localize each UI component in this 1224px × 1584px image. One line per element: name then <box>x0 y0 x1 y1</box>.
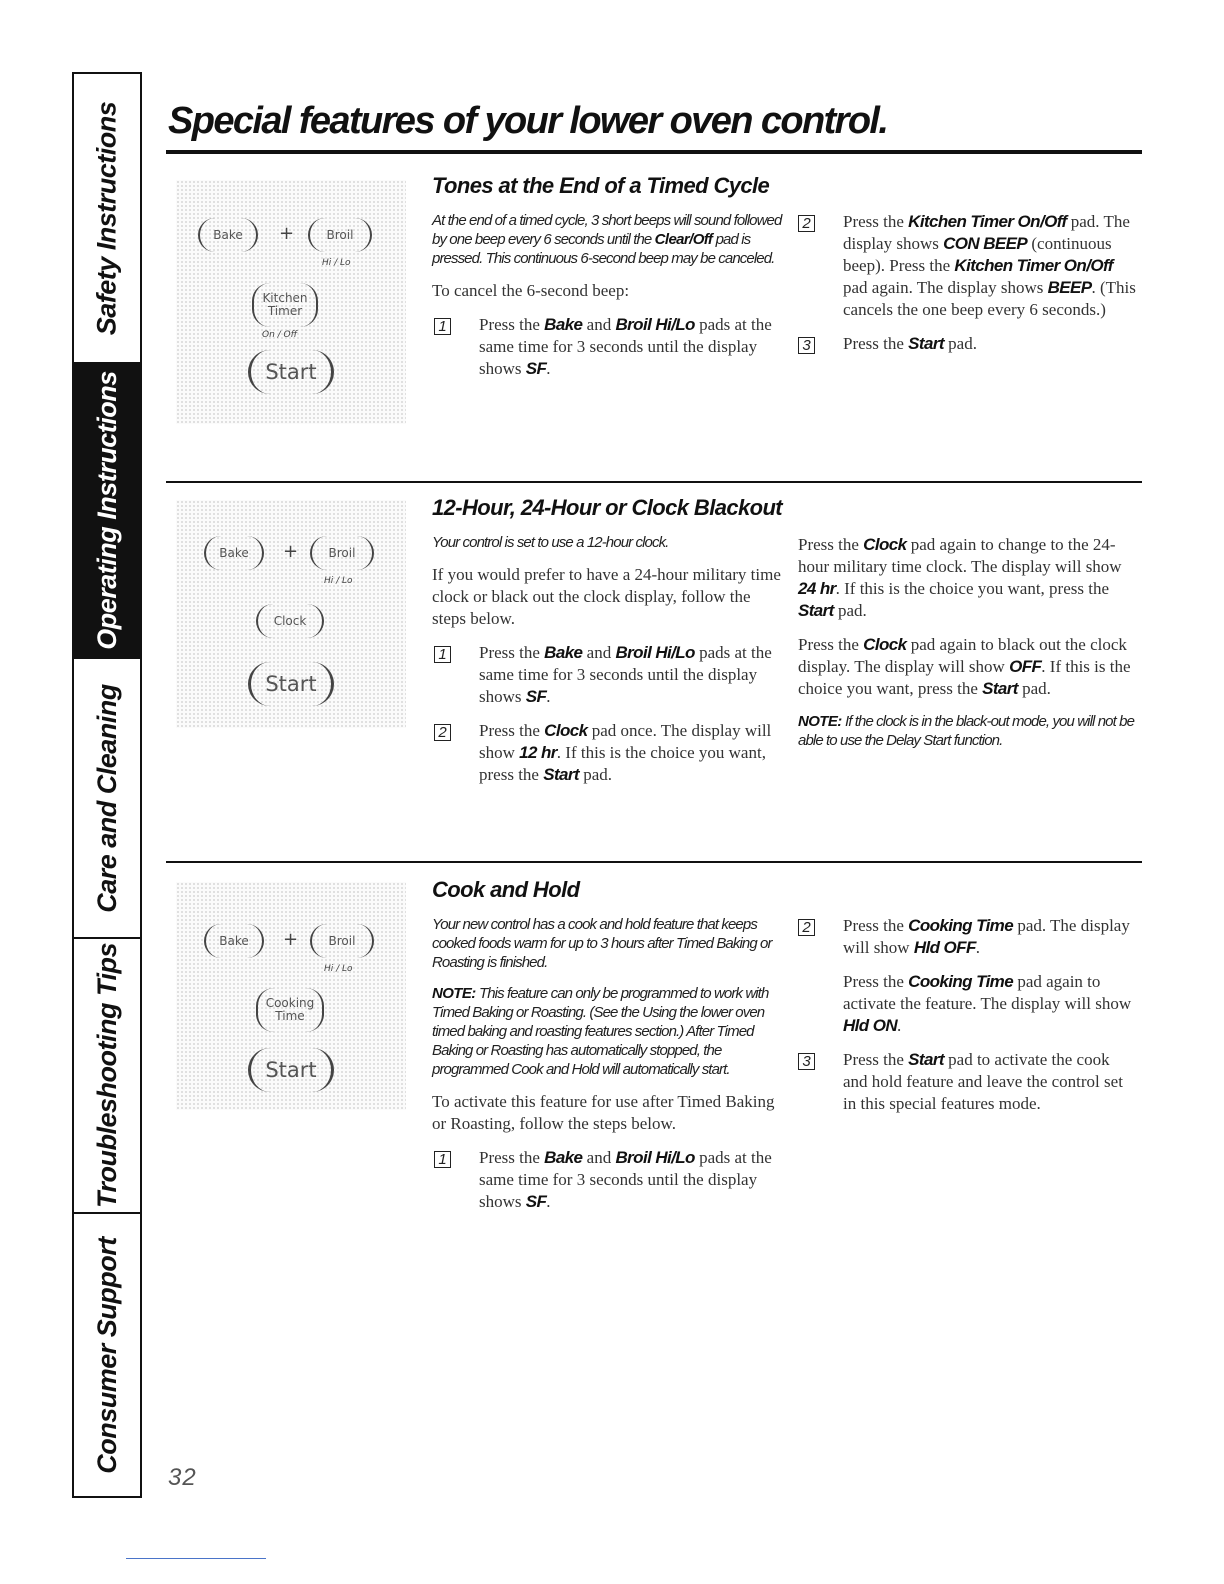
control-panel-cookhold <box>176 882 406 1110</box>
page-title: Special features of your lower oven control. <box>168 100 888 142</box>
text: pad. <box>578 765 612 784</box>
step-number: 2 <box>798 215 815 232</box>
text: . If this is the choice you want, press the <box>479 743 766 784</box>
display-term: BEEP <box>1047 278 1092 297</box>
text: pad again to change to the 24-hour military time clock. The display will show <box>798 535 1122 576</box>
step-number: 3 <box>798 1053 815 1070</box>
broil-term: Broil Hi/Lo <box>615 315 695 334</box>
display-term: Hld ON <box>843 1016 898 1035</box>
cookhold-left-column <box>432 877 782 1225</box>
text: . If this is the choice you want, press the <box>835 579 1109 598</box>
text: (continuous beep). Press the <box>843 234 1112 275</box>
title-rule <box>166 150 1142 154</box>
text: and <box>582 643 616 662</box>
display-term: SF <box>525 687 547 706</box>
text: Press the <box>843 916 909 935</box>
cookhold-step-2 <box>796 915 1136 959</box>
cookhold-para-activate <box>796 971 1136 1037</box>
plus-sign: + <box>283 929 299 950</box>
start-term: Start <box>798 601 834 620</box>
tones-step-1 <box>432 314 782 380</box>
display-term: OFF <box>1009 657 1042 676</box>
page-number: 32 <box>168 1464 197 1491</box>
step-number: 1 <box>434 646 451 663</box>
step-number: 2 <box>798 919 815 936</box>
hi-lo-label: Hi / Lo <box>324 576 353 586</box>
tab-operating-instructions[interactable] <box>74 364 140 659</box>
tab-label: Safety Instructions <box>91 101 122 335</box>
text: pads at the same time for 3 seconds until the display shows <box>479 1148 772 1211</box>
note-label: NOTE: <box>432 985 476 1002</box>
tones-left-column <box>432 173 782 392</box>
display-term: 12 hr <box>519 743 557 762</box>
broil-pad: Broil <box>310 536 374 570</box>
display-term: Hld OFF <box>913 938 976 957</box>
plus-sign: + <box>279 223 295 244</box>
cookhold-step-1 <box>432 1147 782 1213</box>
tones-intro <box>432 211 782 268</box>
text: pad once. The display will show <box>479 721 772 762</box>
broil-term: Broil Hi/Lo <box>615 643 695 662</box>
step-number: 1 <box>434 318 451 335</box>
section-heading-cookhold: Cook and Hold <box>432 877 580 902</box>
tab-consumer-support[interactable] <box>74 1214 140 1496</box>
text: Press the <box>843 1050 909 1069</box>
text: . <box>975 938 980 957</box>
kitchen-timer-pad <box>252 283 318 327</box>
clock-text: If you would prefer to have a 24-hour military time clock or black out the clock display, follow the steps below. <box>432 565 781 628</box>
display-term: CON BEEP <box>943 234 1028 253</box>
step-text <box>479 1148 772 1211</box>
step-text <box>843 212 1136 319</box>
tab-safety-instructions[interactable] <box>74 74 140 364</box>
cooking-time-pad <box>256 988 324 1032</box>
tab-troubleshooting-tips[interactable] <box>74 939 140 1214</box>
text: pad. <box>943 334 977 353</box>
kitchen-timer-term: Kitchen Timer On/Off <box>954 256 1113 275</box>
tones-step-3 <box>796 333 1136 355</box>
start-pad: Start <box>248 662 334 706</box>
text: . If this is the choice you want, press the <box>798 657 1131 698</box>
bake-pad: Bake <box>204 924 264 958</box>
tones-cancel-text: To cancel the 6-second beep: <box>432 281 630 300</box>
broil-term: Broil Hi/Lo <box>615 1148 695 1167</box>
bake-term: Bake <box>544 643 583 662</box>
display-term: SF <box>525 359 547 378</box>
clock-term: Clock <box>863 535 907 554</box>
start-term: Start <box>908 1050 944 1069</box>
step-number: 2 <box>434 724 451 741</box>
clock-term: Clock <box>544 721 588 740</box>
step-text <box>479 315 772 378</box>
clock-intro: Your control is set to use a 12-hour clock. <box>432 534 669 551</box>
text: . (This cancels the one beep every 6 seconds.) <box>843 278 1136 319</box>
cookhold-right-column <box>796 915 1136 1127</box>
clear-off-term: Clear/Off <box>654 231 713 248</box>
cookhold-intro: Your new control has a cook and hold feature that keeps cooked foods warm for up to 3 hours after Timed Baking or Roasting is finished. <box>432 916 772 971</box>
step-text <box>843 334 977 353</box>
bake-pad: Bake <box>198 218 258 252</box>
text: pad again. The display shows <box>843 278 1048 297</box>
text: . <box>546 687 551 706</box>
tones-right-column <box>796 211 1136 367</box>
step-text <box>479 721 771 784</box>
cookhold-text: To activate this feature for use after Timed Baking or Roasting, follow the steps below. <box>432 1092 775 1133</box>
text: pad. The display will show <box>843 916 1130 957</box>
cooking-time-term: Cooking Time <box>908 916 1014 935</box>
clock-step-1 <box>432 642 782 708</box>
clock-right-column <box>798 534 1138 762</box>
hi-lo-label: Hi / Lo <box>322 258 351 268</box>
hi-lo-label: Hi / Lo <box>324 964 353 974</box>
clock-note <box>798 712 1138 750</box>
display-term: 24 hr <box>798 579 836 598</box>
text: At the end of a timed cycle, 3 short beeps will sound followed by one beep every 6 seconds until the <box>432 212 782 248</box>
display-term: SF <box>525 1192 547 1211</box>
kitchen-timer-term: Kitchen Timer On/Off <box>908 212 1067 231</box>
bake-pad: Bake <box>204 536 264 570</box>
section-heading-tones: Tones at the End of a Timed Cycle <box>432 173 770 198</box>
text: pads at the same time for 3 seconds until the display shows <box>479 643 772 706</box>
clock-para-blackout <box>798 634 1138 700</box>
text: pad is pressed. This continuous 6-second beep may be canceled. <box>432 231 775 267</box>
step-number: 1 <box>434 1151 451 1168</box>
note-label: NOTE: <box>798 713 842 730</box>
clock-para-24hr <box>798 534 1138 622</box>
tab-label: Care and Cleaning <box>91 683 122 913</box>
clock-step-2 <box>432 720 782 786</box>
timer-label: Timer <box>267 304 303 318</box>
step-text <box>843 1050 1123 1113</box>
text: Press the <box>843 972 909 991</box>
cooking-label: Cooking <box>265 996 315 1010</box>
cooking-time-term: Cooking Time <box>908 972 1014 991</box>
step-text <box>479 643 772 706</box>
text: pad. <box>1017 679 1051 698</box>
text: Press the <box>843 212 909 231</box>
text: pad again to black out the clock display. The display will show <box>798 635 1127 676</box>
section-divider <box>166 481 1142 483</box>
control-panel-tones <box>176 180 406 424</box>
tones-step-2 <box>796 211 1136 321</box>
text: . <box>546 359 551 378</box>
step-text <box>843 916 1130 957</box>
start-term: Start <box>982 679 1018 698</box>
tab-care-and-cleaning[interactable] <box>74 659 140 939</box>
clock-term: Clock <box>863 635 907 654</box>
bake-term: Bake <box>544 315 583 334</box>
clock-left-column <box>432 495 782 798</box>
text: Press the <box>479 1148 545 1167</box>
text: If the clock is in the black-out mode, you will not be able to use the Delay Start function. <box>798 713 1135 749</box>
text: pad again to activate the feature. The display will show <box>843 972 1132 1013</box>
start-term: Start <box>543 765 579 784</box>
start-pad: Start <box>248 350 334 394</box>
kitchen-label: Kitchen <box>262 291 308 305</box>
text: pad. The display shows <box>843 212 1130 253</box>
section-heading-clock: 12-Hour, 24-Hour or Clock Blackout <box>432 495 783 520</box>
broil-pad: Broil <box>308 218 372 252</box>
time-label: Time <box>275 1009 305 1023</box>
text: and <box>582 1148 616 1167</box>
control-panel-clock <box>176 500 406 728</box>
tab-label: Operating Instructions <box>91 371 122 650</box>
text: . <box>546 1192 551 1211</box>
side-tabs <box>72 72 142 1498</box>
text: Press the <box>843 334 909 353</box>
bake-term: Bake <box>544 1148 583 1167</box>
on-off-label: On / Off <box>262 330 298 340</box>
step-number: 3 <box>798 337 815 354</box>
text: Press the <box>479 315 545 334</box>
text: Press the <box>798 535 864 554</box>
cookhold-step-3 <box>796 1049 1136 1115</box>
broil-pad: Broil <box>310 924 374 958</box>
text: Press the <box>479 721 545 740</box>
tab-label: Consumer Support <box>91 1236 122 1474</box>
footer-line <box>126 1558 266 1559</box>
text: . <box>897 1016 902 1035</box>
section-divider <box>166 861 1142 863</box>
start-term: Start <box>908 334 944 353</box>
start-pad: Start <box>248 1048 334 1092</box>
text: Press the <box>479 643 545 662</box>
cookhold-note <box>432 984 782 1079</box>
text: and <box>582 315 616 334</box>
tab-label: Troubleshooting Tips <box>91 943 122 1208</box>
text: pads at the same time for 3 seconds until the display shows <box>479 315 772 378</box>
text: pad to activate the cook and hold feature and leave the control set in this special features mode. <box>843 1050 1123 1113</box>
plus-sign: + <box>283 541 299 562</box>
text: pad. <box>833 601 867 620</box>
text: This feature can only be programmed to work with Timed Baking or Roasting. (See the Using the lower oven timed baking and roasting features section.) After Timed Baking or Roasting has automatically stopped, the programmed Cook and Hold will automatically start. <box>432 985 769 1078</box>
text: Press the <box>798 635 864 654</box>
clock-pad: Clock <box>256 604 324 638</box>
